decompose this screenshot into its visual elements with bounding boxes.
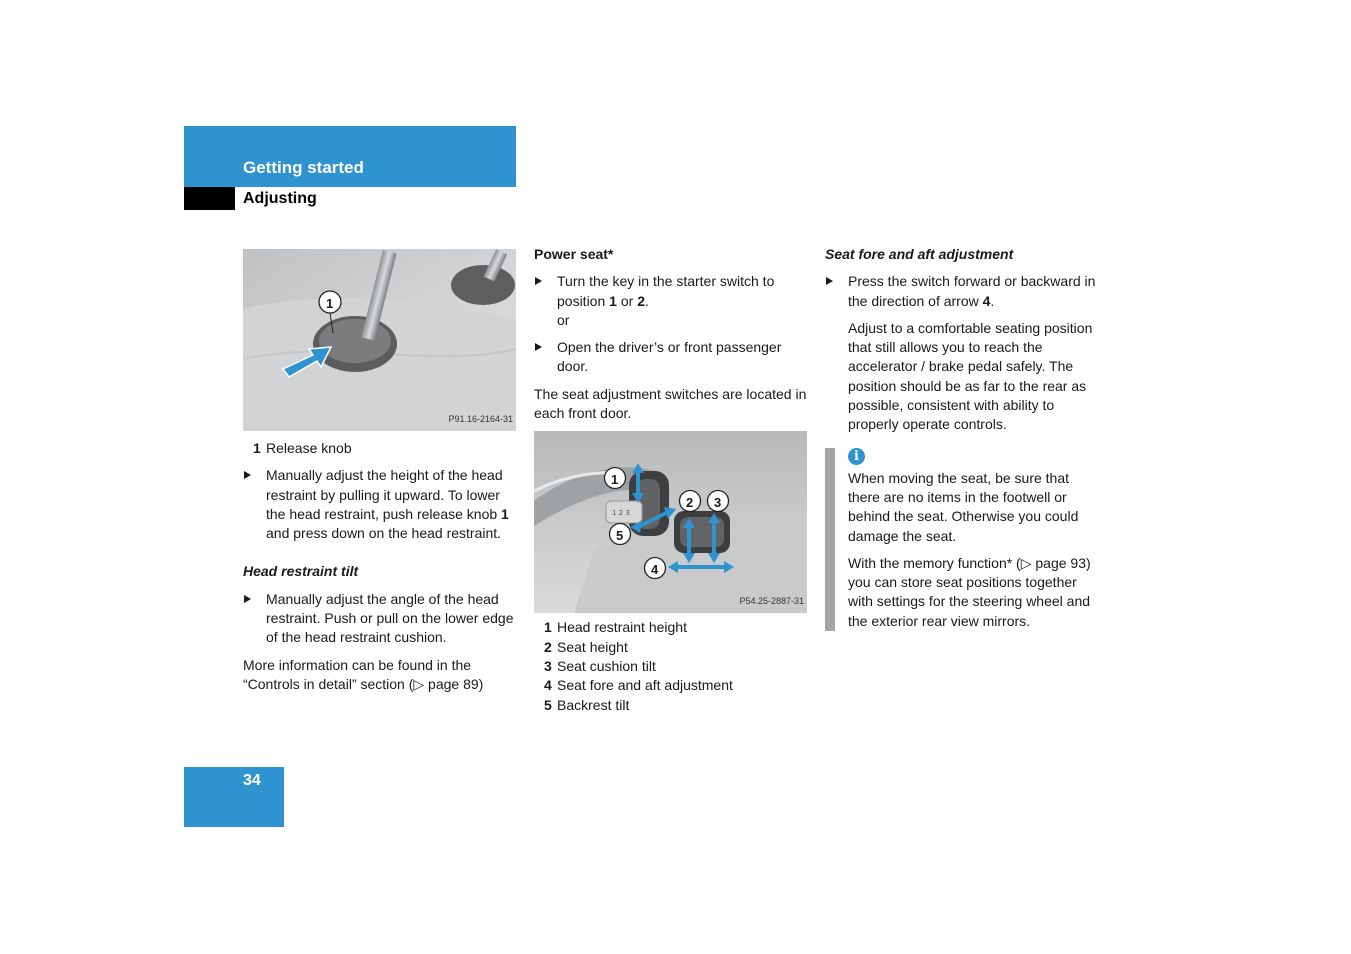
page-number: 34 (243, 772, 261, 789)
head-restraint-figure (243, 249, 516, 431)
instruction-bullet: Open the driver’s or front passenger door. (534, 338, 808, 377)
legend-item: 1 Head restraint height (544, 619, 687, 636)
info-sidebar (825, 448, 835, 631)
heading-power-seat: Power seat* (534, 246, 614, 262)
info-note (825, 448, 1099, 631)
bullet-arrow-icon (244, 595, 251, 603)
seat-switch-location-text: The seat adjustment switches are located in each front door. (534, 385, 807, 422)
bullet-arrow-icon (244, 471, 251, 479)
bullet-arrow-icon (535, 277, 542, 285)
heading-seat-fore-aft: Seat fore and aft adjustment (825, 246, 1014, 262)
section-title: Getting started (243, 158, 364, 177)
legend-item: 2 Seat height (544, 638, 628, 655)
callout-2: 2 (686, 495, 694, 511)
seat-switches-illustration (534, 431, 807, 613)
figure-legend (534, 618, 808, 714)
section-marker (184, 187, 235, 210)
legend-item: 5 Backrest tilt (544, 696, 630, 713)
heading-head-restraint-tilt: Head restraint tilt (243, 563, 359, 580)
figure-code: P54.25-2887-31 (739, 596, 804, 607)
callout-4: 4 (651, 562, 659, 578)
or-label: or (557, 311, 570, 328)
instruction-bullet: Turn the key in the starter switch to position 1 or 2. (534, 272, 808, 311)
seat-switches-figure (534, 431, 807, 613)
page-number-box (184, 767, 284, 827)
more-info-text: More information can be found in the “Controls in detail” section (▷ page 89) (243, 656, 484, 692)
bullet-arrow-icon (535, 343, 542, 351)
instruction-bullet: Press the switch forward or backward in the direction of arrow 4. (825, 272, 1099, 311)
subsection-title: Adjusting (243, 190, 317, 207)
figure-code: P91.16-2164-31 (448, 413, 513, 424)
column-1 (243, 249, 517, 694)
legend-item: 3 Seat cushion tilt (544, 657, 656, 674)
instruction-bullet: Manually adjust the height of the head restraint by pulling it upward. To lower the head restraint, push release knob 1 and press down on the head restraint. (243, 466, 517, 543)
callout-5: 5 (616, 528, 624, 544)
column-2 (534, 245, 808, 715)
callout-3: 3 (714, 495, 722, 511)
seat-adjust-advice: Adjust to a comfortable seating position that still allows you to reach the accelerator / brake pedal safely. The position should be as far to the rear as possible, consistent with ability to properly operate controls. (848, 319, 1093, 433)
info-icon: i (848, 448, 865, 465)
callout-1: 1 (611, 472, 619, 488)
instruction-bullet: Manually adjust the angle of the head restraint. Push or pull on the lower edge of the head restraint cushion. (243, 590, 517, 648)
info-text: When moving the seat, be sure that there are no items in the footwell or behind the seat. Otherwise you could damage the seat. (848, 469, 1079, 544)
figure-callout: 1 (326, 296, 334, 311)
legend-item: 4 Seat fore and aft adjustment (544, 677, 733, 694)
info-text: With the memory function* (▷ page 93) you can store seat positions together with settings for the steering wheel and the exterior rear view mirrors. (848, 554, 1091, 629)
svg-text:1 2 3: 1 2 3 (612, 509, 630, 518)
bullet-arrow-icon (826, 277, 833, 285)
column-3 (825, 245, 1099, 631)
legend-item: 1 Release knob (253, 440, 352, 456)
head-restraint-illustration (243, 249, 516, 431)
